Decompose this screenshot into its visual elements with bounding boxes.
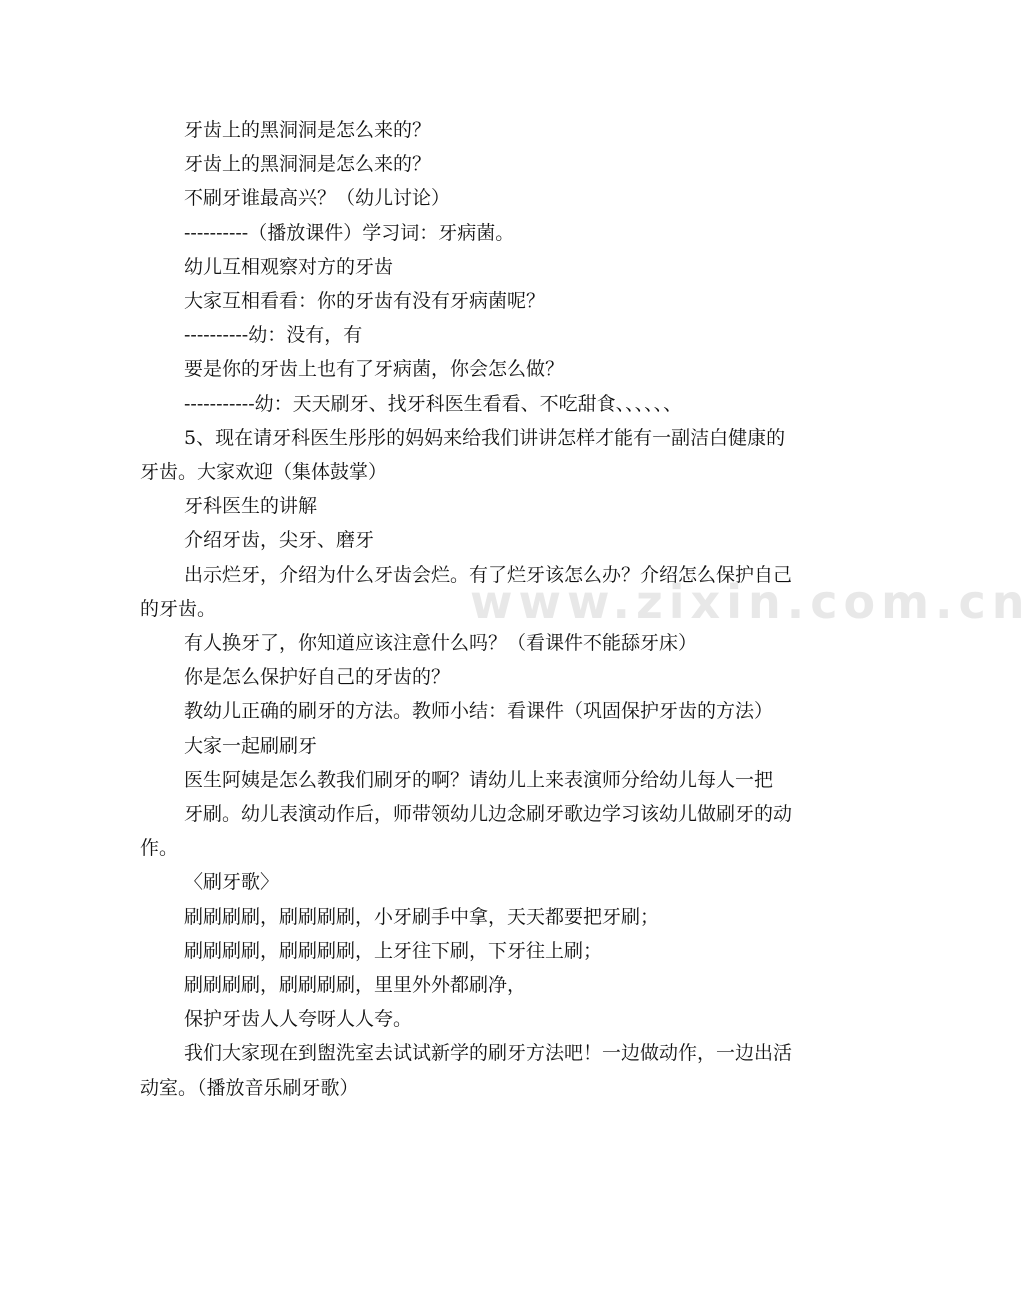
paragraph: ----------幼：没有，有 <box>184 324 363 347</box>
paragraph: 不刷牙谁最高兴？（幼儿讨论） <box>184 187 451 210</box>
song-line: 保护牙齿人人夸呀人人夸。 <box>184 1008 413 1031</box>
paragraph: 教幼儿正确的刷牙的方法。教师小结：看课件（巩固保护牙齿的方法） <box>184 700 774 723</box>
paragraph: 有人换牙了，你知道应该注意什么吗？（看课件不能舔牙床） <box>184 632 698 655</box>
song-line: 刷刷刷刷，刷刷刷刷，里里外外都刷净， <box>184 974 527 997</box>
paragraph: 医生阿姨是怎么教我们刷牙的啊？请幼儿上来表演师分给幼儿每人一把 <box>184 768 774 791</box>
song-line: 刷刷刷刷，刷刷刷刷，小牙刷手中拿，天天都要把牙刷； <box>184 905 660 928</box>
paragraph: ----------（播放课件）学习词：牙病菌。 <box>184 221 515 244</box>
paragraph: 牙科医生的讲解 <box>184 495 318 518</box>
paragraph: 你是怎么保护好自己的牙齿的？ <box>184 666 451 689</box>
paragraph: 要是你的牙齿上也有了牙病菌，你会怎么做？ <box>184 358 565 381</box>
paragraph: 牙刷。幼儿表演动作后，师带领幼儿边念刷牙歌边学习该幼儿做刷牙的动作。 <box>140 803 793 860</box>
watermark: www.zixin.com.cn <box>470 575 1031 629</box>
paragraph: 牙齿上的黑洞洞是怎么来的？ <box>184 119 432 141</box>
paragraph: 幼儿互相观察对方的牙齿 <box>184 255 394 278</box>
paragraph: -----------幼：天天刷牙、找牙科医生看看、不吃甜食、、、、、、 <box>184 392 683 415</box>
paragraph: 我们大家现在到盥洗室去试试新学的刷牙方法吧！一边做动作，一边出活动室。（播放音乐刷牙歌） <box>140 1042 793 1099</box>
song-line: 刷刷刷刷，刷刷刷刷，上牙往下刷，下牙往上刷； <box>184 939 603 962</box>
document-body <box>140 113 795 1105</box>
paragraph: 大家互相看看：你的牙齿有没有牙病菌呢？ <box>184 290 546 313</box>
paragraph: 出示烂牙，介绍为什么牙齿会烂。有了烂牙该怎么办？介绍怎么保护自己的牙齿。 <box>140 563 793 620</box>
song-title: 〈刷牙歌〉 <box>184 871 280 894</box>
paragraph: 牙齿上的黑洞洞是怎么来的？ <box>184 153 432 176</box>
paragraph: 介绍牙齿，尖牙、磨牙 <box>184 529 375 552</box>
paragraph: 5、现在请牙科医生彤彤的妈妈来给我们讲讲怎样才能有一副洁白健康的牙齿。大家欢迎（集体鼓掌） <box>140 426 786 484</box>
paragraph: 大家一起刷刷牙 <box>184 734 318 757</box>
